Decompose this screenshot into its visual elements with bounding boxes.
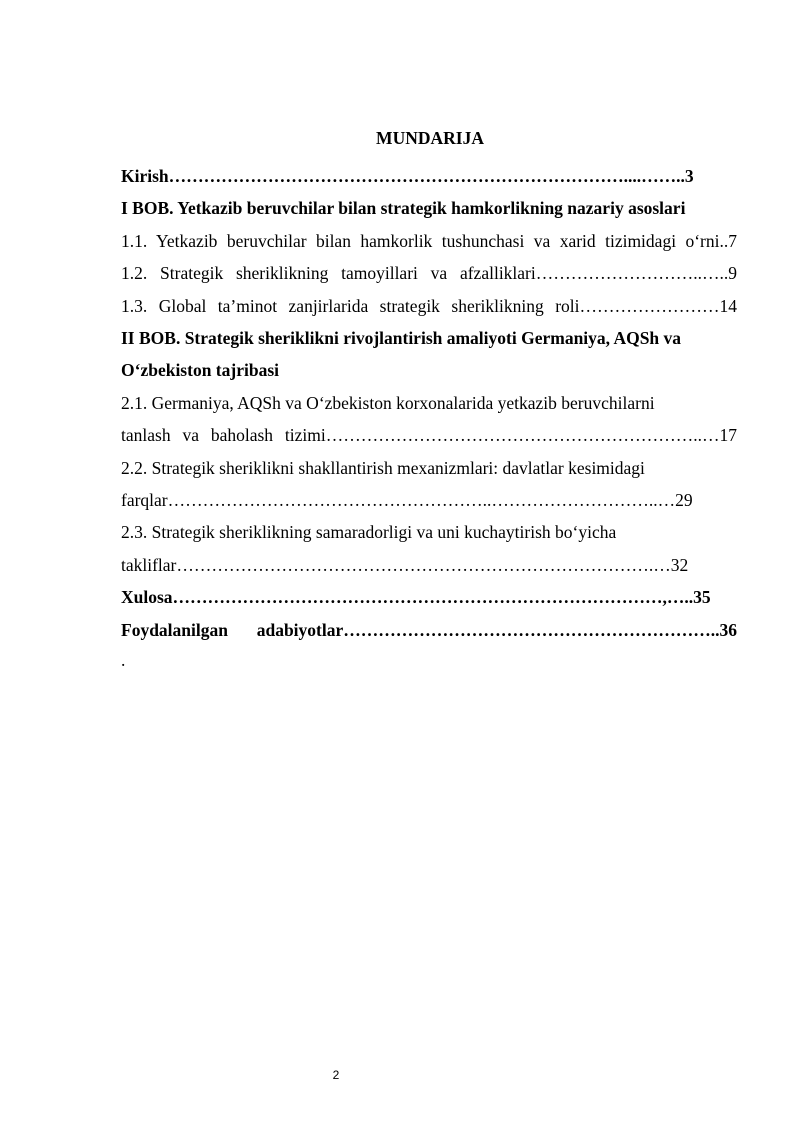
toc-entry-2-2-line-2: farqlar………………………………………………..………………………..…29 (121, 490, 693, 511)
trailing-dot: . (121, 650, 126, 670)
toc-entry-adabiyotlar: Foydalanilgan adabiyotlar………………………………………………………..36 (121, 619, 737, 640)
toc-entry-2-3-line-1: 2.3. Strategik sheriklikning samaradorligi va uni kuchaytirish boʻyicha (121, 522, 617, 543)
toc-title: MUNDARIJA (376, 128, 484, 148)
toc-entry-2-2-line-1: 2.2. Strategik sheriklikni shakllantirish mexanizmlari: davlatlar kesimidagi (121, 457, 645, 478)
toc-chapter-2-line-2: Oʻzbekiston tajribasi (121, 360, 279, 381)
toc-chapter-2-line-1: II BOB. Strategik sheriklikni rivojlantirish amaliyoti Germaniya, AQSh va (121, 328, 682, 349)
toc-entry-2-1-line-2: tanlash va baholash tizimi………………………………………………………..…17 (121, 425, 737, 446)
toc-entry-2-3-line-2: takliflar……………………………………………………………………….…32 (121, 554, 689, 575)
table-of-contents (121, 160, 737, 646)
toc-entry-1-1: 1.1. Yetkazib beruvchilar bilan hamkorlik tushunchasi va xarid tizimidagi oʻrni..7 (121, 230, 737, 251)
toc-entry-2-1-line-1: 2.1. Germaniya, AQSh va Oʻzbekiston korxonalarida yetkazib beruvchilarni (121, 392, 655, 413)
toc-chapter-1: I BOB. Yetkazib beruvchilar bilan strategik hamkorlikning nazariy asoslari (121, 198, 686, 219)
page-number: 2 (332, 1068, 340, 1082)
toc-entry-kirish: Kirish……………………………………………………………………....……..3 (121, 166, 694, 186)
toc-entry-1-3: 1.3. Global ta’minot zanjirlarida strategik sheriklikning roli……………………14 (121, 295, 737, 316)
toc-entry-1-2: 1.2. Strategik sheriklikning tamoyillari va afzalliklari………………………..…..9 (121, 263, 737, 284)
toc-entry-xulosa: Xulosa…………………………………………………………………………,…..35 (121, 587, 711, 608)
